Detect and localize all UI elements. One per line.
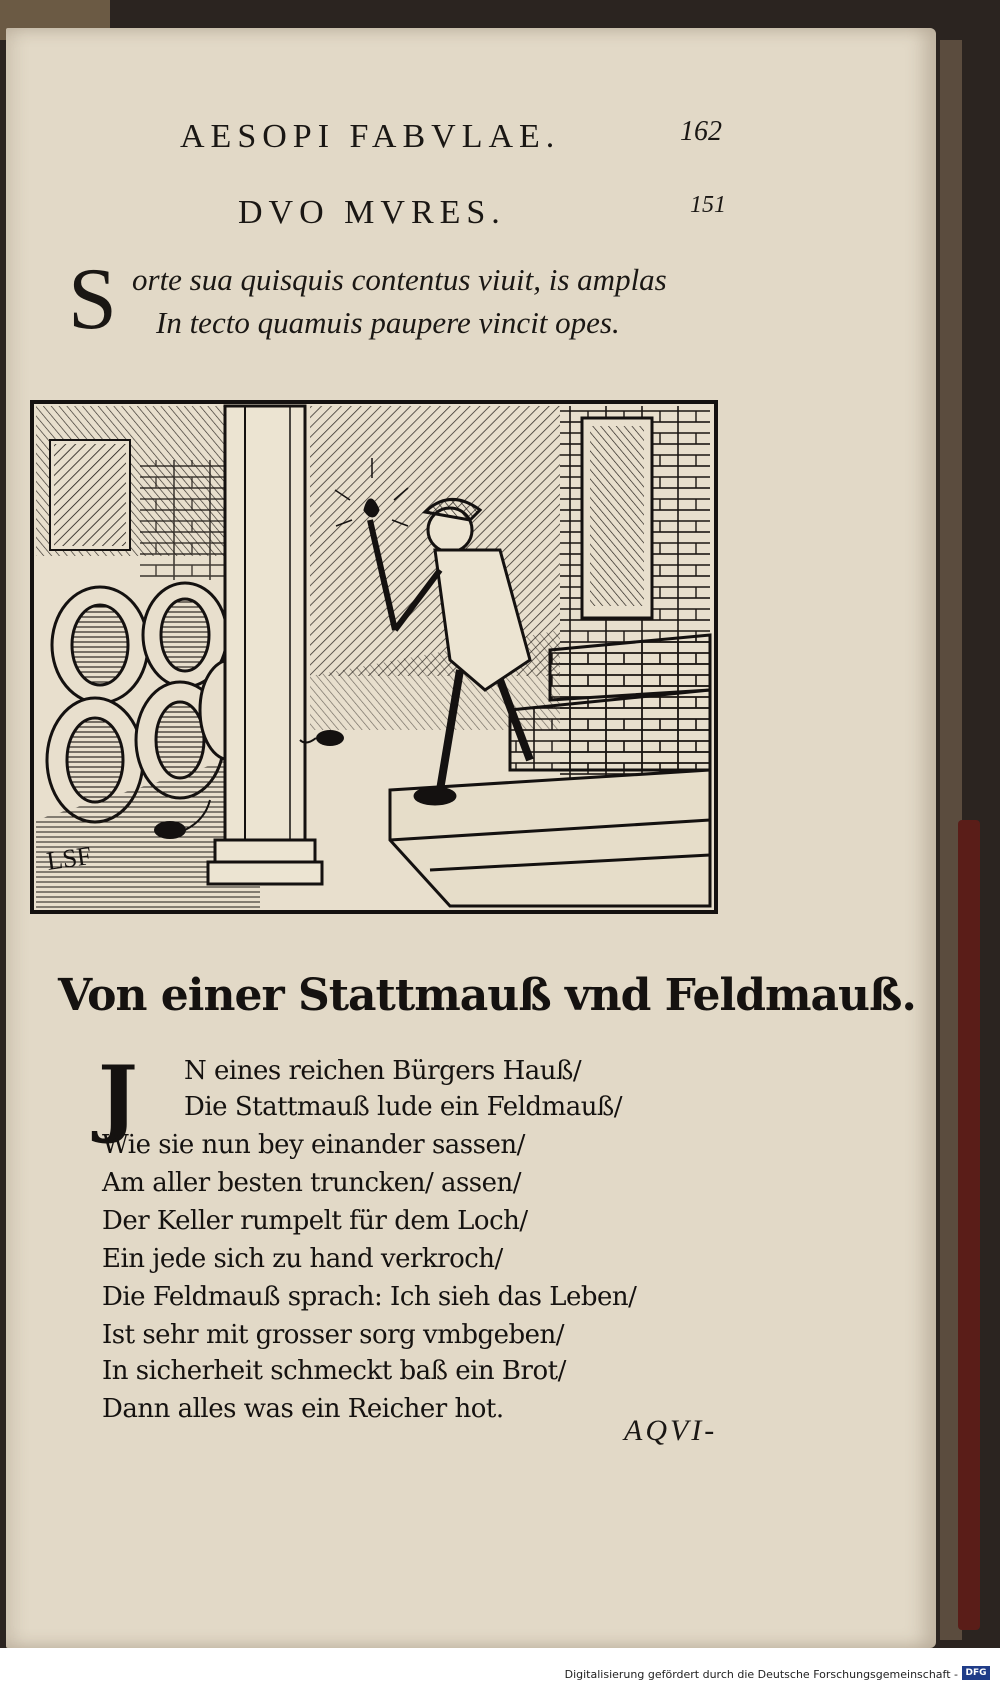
german-heading: Von einer Stattmauß vnd Feldmauß. bbox=[58, 970, 916, 1021]
woodcut-illustration bbox=[30, 400, 718, 914]
verse-line: In sicherheit schmeckt baß ein Brot/ bbox=[102, 1356, 566, 1386]
latin-line-2: In tecto quamuis paupere vincit opes. bbox=[156, 305, 620, 340]
german-initial: J bbox=[98, 1047, 138, 1146]
bookmark-ribbon bbox=[958, 820, 980, 1630]
dfg-logo: DFG bbox=[962, 1666, 990, 1680]
catchword: AQVI- bbox=[624, 1414, 718, 1447]
verse-line: Dann alles was ein Reicher hot. bbox=[102, 1394, 504, 1424]
verse-line: Die Feldmauß sprach: Ich sieh das Leben/ bbox=[102, 1282, 637, 1312]
folio-number: 162 bbox=[680, 116, 722, 147]
footer-credit: Digitalisierung gefördert durch die Deutsche Forschungsgemeinschaft - bbox=[564, 1668, 958, 1681]
fable-number: 151 bbox=[690, 192, 726, 218]
running-title: AESOPI FABVLAE. bbox=[180, 118, 561, 155]
verse-line: Ist sehr mit grosser sorg vmbgeben/ bbox=[102, 1320, 565, 1350]
woodcut-monogram: LSF bbox=[44, 840, 94, 876]
verse-line: Der Keller rumpelt für dem Loch/ bbox=[102, 1206, 528, 1236]
verse-line: Wie sie nun bey einander sassen/ bbox=[102, 1130, 525, 1160]
latin-line-1: orte sua quisquis contentus viuit, is amplas bbox=[132, 262, 667, 297]
latin-initial: S bbox=[68, 251, 117, 348]
verse-line: Am aller besten truncken/ assen/ bbox=[102, 1168, 522, 1198]
fable-title: DVO MVRES. bbox=[238, 194, 506, 231]
verse-line: Die Stattmauß lude ein Feldmauß/ bbox=[184, 1092, 623, 1122]
verse-line: N eines reichen Bürgers Hauß/ bbox=[184, 1056, 582, 1086]
verse-line: Ein jede sich zu hand verkroch/ bbox=[102, 1244, 503, 1274]
